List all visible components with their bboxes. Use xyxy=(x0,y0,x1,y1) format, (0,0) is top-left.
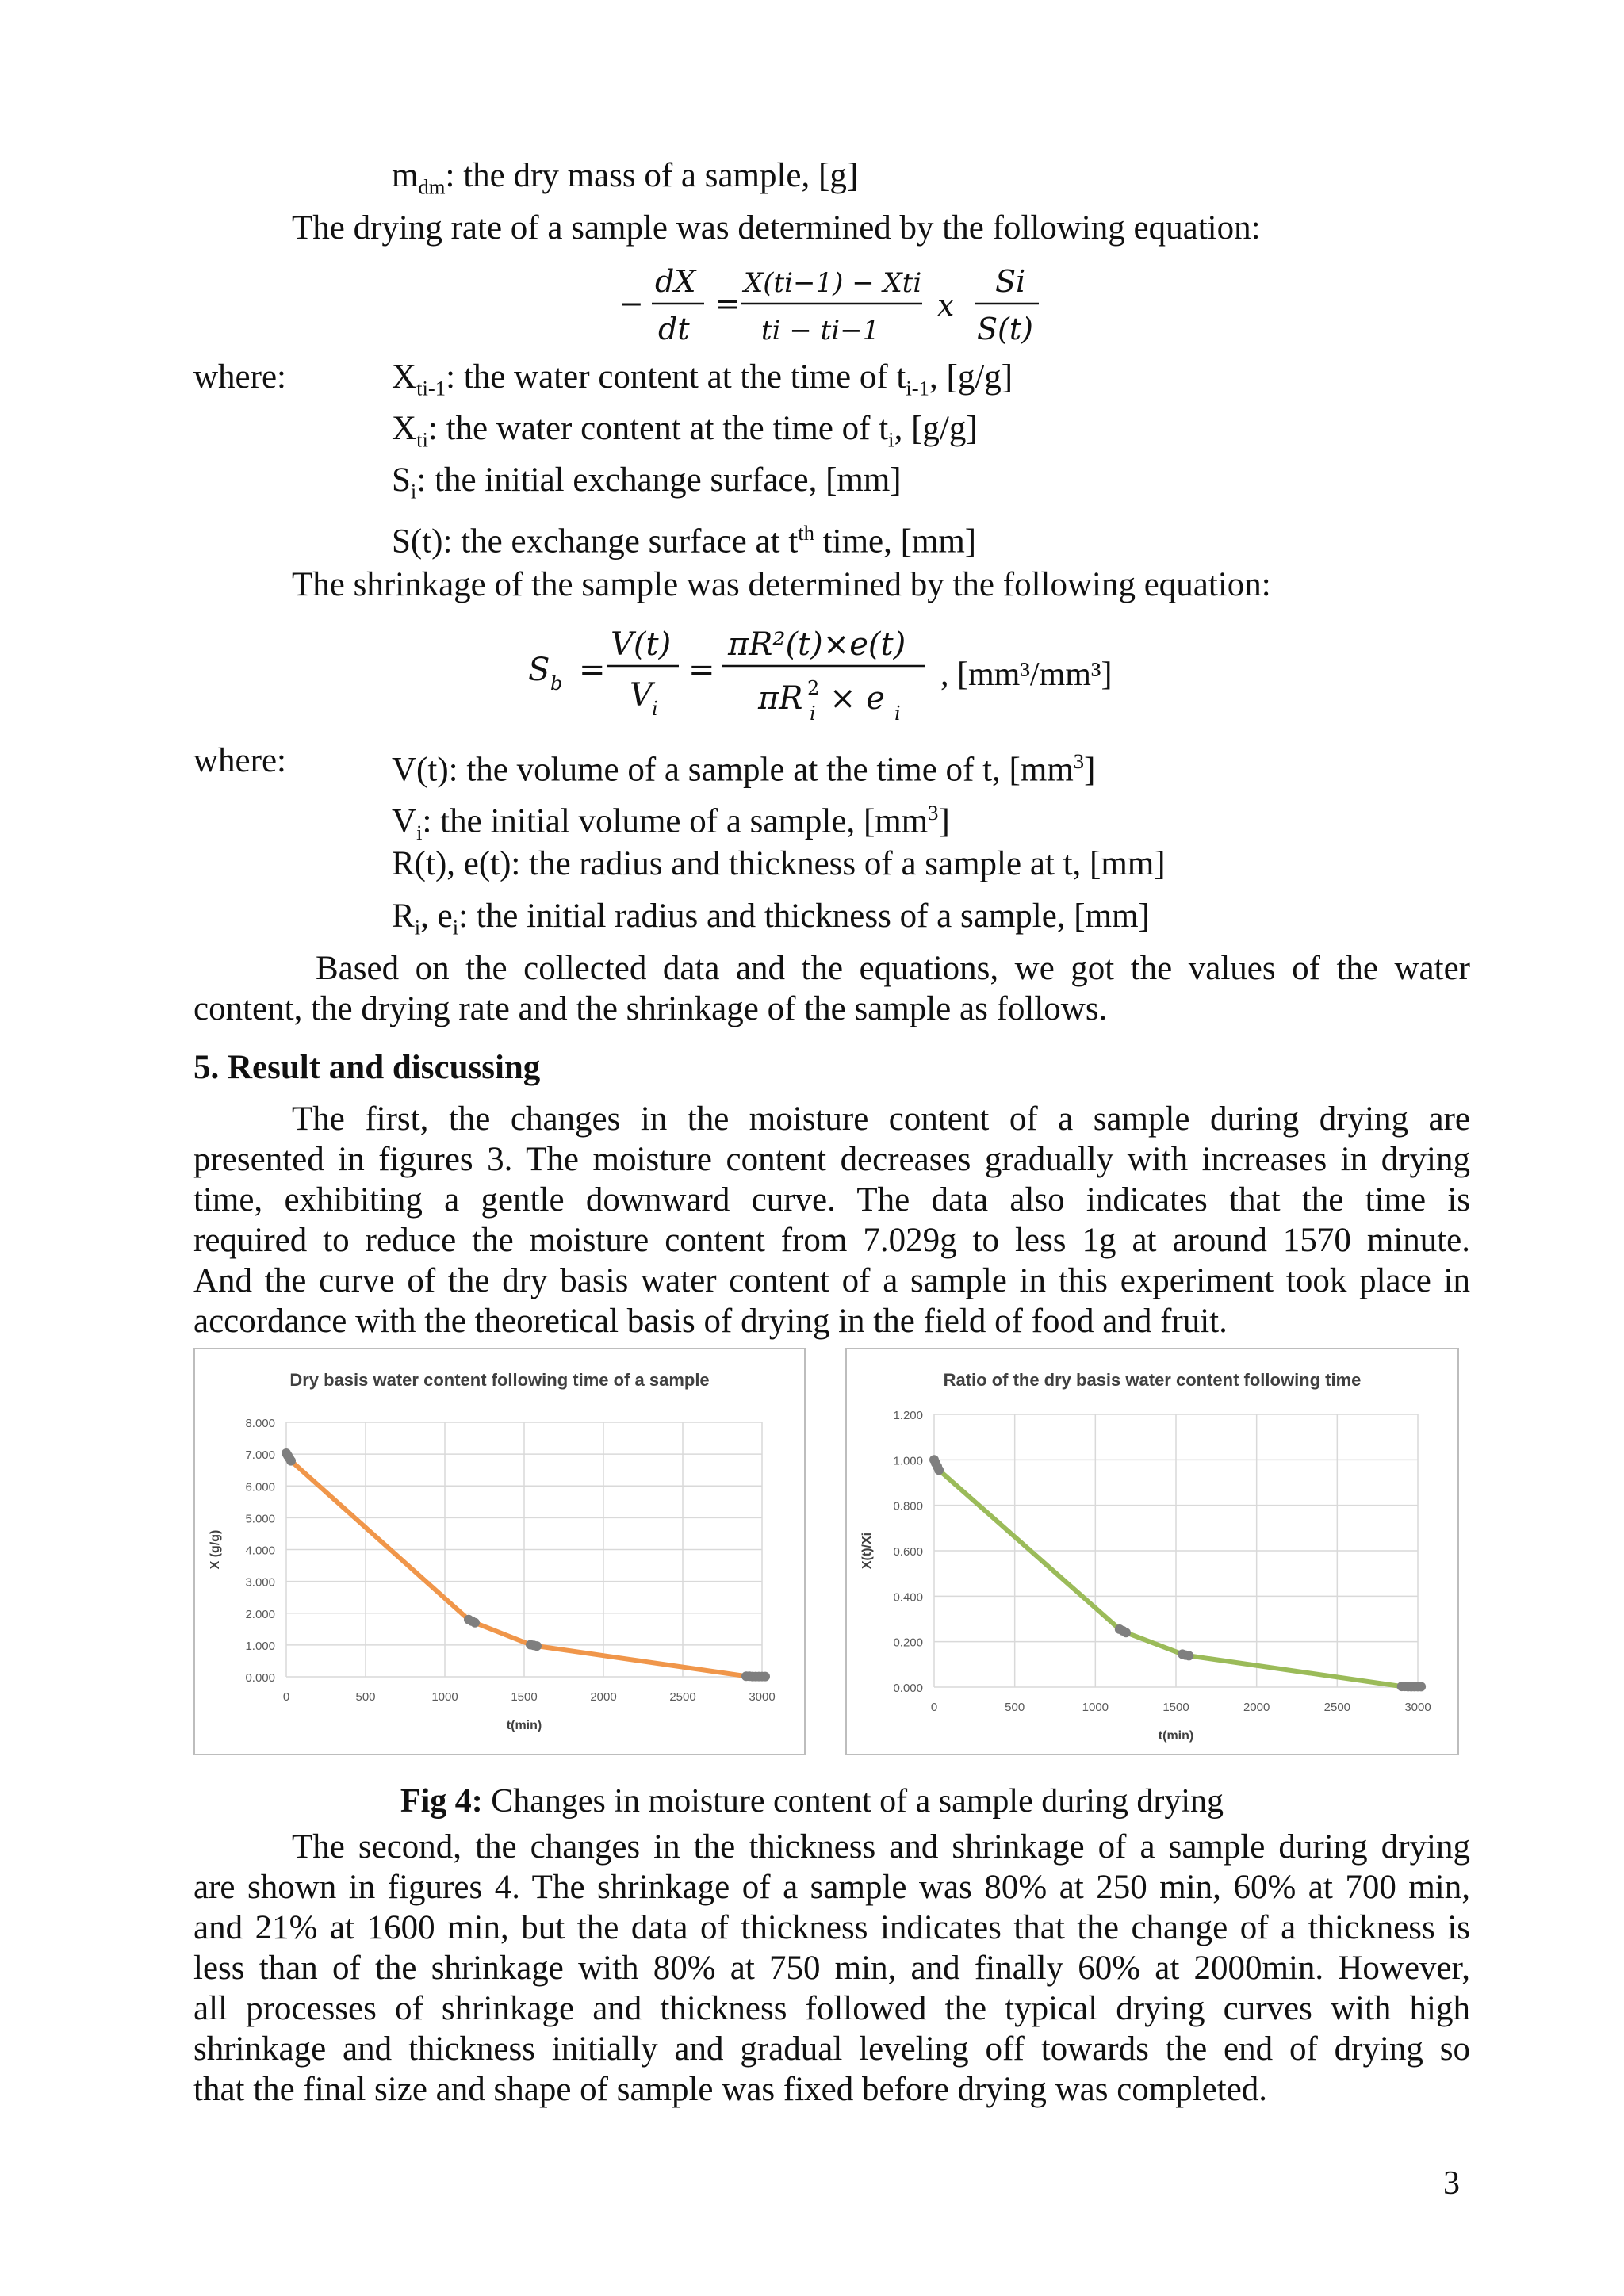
y-tick-label: 0.200 xyxy=(893,1636,923,1650)
paragraph-line: that the final size and shape of sample was fixed before drying was completed. xyxy=(193,2071,1268,2108)
paragraph-line: all processes of shrinkage and thickness followed the typical drying curves with high xyxy=(193,1990,1470,2027)
y-tick-label: 0.800 xyxy=(893,1499,923,1513)
svg-text:−: − xyxy=(619,286,644,321)
paragraph-line: time, exhibiting a gentle downward curve. The data also indicates that the time is xyxy=(193,1181,1470,1219)
data-point xyxy=(1416,1682,1426,1691)
def-si: $S_i$: the initial exchange surface, [mm] xyxy=(392,461,902,503)
x-tick-label: 0 xyxy=(282,1690,290,1704)
svg-text:i: i xyxy=(894,702,901,725)
def-st: S(t): the exchange surface at $t^{th}$ time, [mm] xyxy=(392,521,977,561)
data-point xyxy=(532,1641,542,1651)
svg-text:=: = xyxy=(579,652,606,688)
paragraph-line: The second, the changes in the thickness and shrinkage of a sample during drying xyxy=(292,1828,1470,1866)
svg-text:i: i xyxy=(810,702,816,725)
y-tick-label: 1.200 xyxy=(893,1409,923,1422)
paragraph-line: The first, the changes in the moisture content of a sample during drying are xyxy=(292,1100,1470,1138)
x-tick-label: 3000 xyxy=(749,1690,776,1704)
x-tick-label: 500 xyxy=(355,1690,376,1704)
chart-ratio-svg xyxy=(847,1349,1457,1754)
data-point xyxy=(1121,1628,1131,1637)
def-xti-1: $X_{ti-1}$: the water content at the time of $t_{i-1}$, [g/g] xyxy=(392,358,1013,400)
paragraph-line: and 21% at 1600 min, but the data of thickness indicates that the change of a thickness is xyxy=(193,1909,1470,1946)
x-tick-label: 2000 xyxy=(1243,1701,1270,1714)
def-vi: $V_i$: the initial volume of a sample, $[mm^3]$ xyxy=(392,801,950,844)
paragraph-line: accordance with the theoretical basis of drying in the field of food and fruit. xyxy=(193,1303,1228,1340)
def-rt-et: R(t), e(t): the radius and thickness of a sample at t, [mm] xyxy=(392,845,1166,882)
series-line xyxy=(286,1453,765,1677)
svg-text:=: = xyxy=(688,652,715,688)
eq-unit: , [mm³/mm³] xyxy=(940,656,1113,693)
chart-title: Ratio of the dry basis water content following time xyxy=(943,1370,1362,1390)
y-tick-label: 6.000 xyxy=(245,1480,275,1494)
y-axis-label: X (g/g) xyxy=(209,1529,222,1570)
eq-vi-sub: i xyxy=(652,698,658,720)
def-xti: $X_{ti}$: the water content at the time of $t_i$, [g/g] xyxy=(392,410,978,452)
drying-rate-equation xyxy=(619,252,1063,355)
chart-water-content-svg xyxy=(195,1349,804,1754)
section-heading: 5. Result and discussing xyxy=(193,1049,541,1086)
svg-text:=: = xyxy=(715,286,741,321)
data-point xyxy=(286,1456,296,1466)
paragraph-line: content, the drying rate and the shrinkage of the sample as follows. xyxy=(193,990,1108,1027)
def-vt: V(t): the volume of a sample at the time of t, $[mm^3]$ xyxy=(392,749,1096,789)
paragraph-line: shrinkage and thickness initially and gradual leveling off towards the end of drying so xyxy=(193,2030,1470,2068)
data-point xyxy=(1184,1651,1193,1660)
chart-ratio xyxy=(845,1348,1459,1755)
y-tick-label: 7.000 xyxy=(245,1448,275,1463)
x-tick-label: 2000 xyxy=(590,1690,617,1704)
y-tick-label: 5.000 xyxy=(245,1512,275,1526)
where-label-1: where: xyxy=(193,358,286,396)
drying-rate-intro: The drying rate of a sample was determined by the following equation: xyxy=(292,209,1261,247)
y-tick-label: 0.600 xyxy=(893,1545,923,1559)
def-dry-mass: $m_{dm}$: the dry mass of a sample, [g] xyxy=(392,157,859,199)
x-tick-label: 1000 xyxy=(1082,1701,1109,1714)
y-tick-label: 4.000 xyxy=(245,1544,275,1558)
paragraph-second xyxy=(193,1827,1470,2110)
y-axis-label: X(t)/Xi xyxy=(860,1532,874,1570)
eq-vt: V(t) xyxy=(611,626,672,663)
eq-dx: dX xyxy=(655,264,696,299)
y-tick-label: 1.000 xyxy=(893,1454,923,1468)
data-point xyxy=(760,1672,770,1682)
series-line xyxy=(934,1460,1421,1686)
x-tick-label: 1500 xyxy=(1162,1701,1189,1714)
eq-vi: V xyxy=(630,677,653,714)
eq-si: Si xyxy=(995,264,1026,299)
eq-volume-den-tail: × e xyxy=(829,680,885,717)
y-tick-label: 3.000 xyxy=(245,1575,275,1590)
where-label-2: where: xyxy=(193,742,286,779)
eq-sb-sub: b xyxy=(550,672,563,695)
def-ri-ei: $R_i$, $e_i$: the initial radius and thickness of a sample, [mm] xyxy=(392,897,1150,939)
figure-caption: Fig 4: Changes in moisture content of a sample during drying xyxy=(400,1783,1224,1820)
paragraph-line: And the curve of the dry basis water content of a sample in this experiment took place in xyxy=(193,1262,1470,1299)
data-point xyxy=(470,1618,480,1628)
paragraph-line: are shown in figures 4. The shrinkage of a sample was 80% at 250 min, 60% at 700 min, xyxy=(193,1869,1470,1906)
svg-text:2: 2 xyxy=(807,677,820,699)
paragraph-based xyxy=(193,948,1470,1029)
eq-dt: dt xyxy=(658,312,690,346)
x-tick-label: 3000 xyxy=(1404,1701,1431,1714)
eq-st: S(t) xyxy=(977,312,1033,346)
shrinkage-equation xyxy=(528,617,1147,728)
x-tick-label: 0 xyxy=(930,1701,938,1714)
x-tick-label: 2500 xyxy=(669,1690,696,1704)
eq-volume-den: πR xyxy=(758,680,803,717)
chart-water-content xyxy=(193,1348,806,1755)
x-tick-label: 2500 xyxy=(1323,1701,1351,1714)
eq-denominator: ti − ti−1 xyxy=(761,315,880,346)
eq-sb: S xyxy=(528,652,550,688)
y-tick-label: 0.000 xyxy=(245,1671,275,1685)
paragraph-line: presented in figures 3. The moisture content decreases gradually with increases in drying xyxy=(193,1141,1470,1178)
x-tick-label: 1500 xyxy=(511,1690,538,1704)
paragraph-line: less than of the shrinkage with 80% at 750 min, and finally 60% at 2000min. However, xyxy=(193,1950,1470,1987)
x-axis-label: t(min) xyxy=(506,1719,542,1732)
y-tick-label: 8.000 xyxy=(245,1417,275,1430)
y-tick-label: 0.000 xyxy=(893,1682,923,1695)
shrinkage-intro: The shrinkage of the sample was determined by the following equation: xyxy=(292,566,1271,603)
paragraph-line: Based on the collected data and the equations, we got the values of the water xyxy=(316,950,1470,987)
eq-multiply: x xyxy=(937,288,955,323)
data-point xyxy=(934,1465,944,1475)
x-axis-label: t(min) xyxy=(1158,1729,1194,1743)
eq-volume-num: πR²(t)×e(t) xyxy=(728,626,906,663)
y-tick-label: 0.400 xyxy=(893,1590,923,1605)
paragraph-first xyxy=(193,1099,1470,1341)
chart-title: Dry basis water content following time of a sample xyxy=(289,1370,710,1390)
y-tick-label: 2.000 xyxy=(245,1607,275,1621)
x-tick-label: 500 xyxy=(1005,1701,1025,1714)
paragraph-line: required to reduce the moisture content from 7.029g to less 1g at around 1570 minute. xyxy=(193,1222,1470,1259)
x-tick-label: 1000 xyxy=(431,1690,458,1704)
page-number: 3 xyxy=(1443,2165,1460,2202)
y-tick-label: 1.000 xyxy=(245,1639,275,1653)
eq-numerator: X(ti−1) − Xti xyxy=(744,267,922,299)
